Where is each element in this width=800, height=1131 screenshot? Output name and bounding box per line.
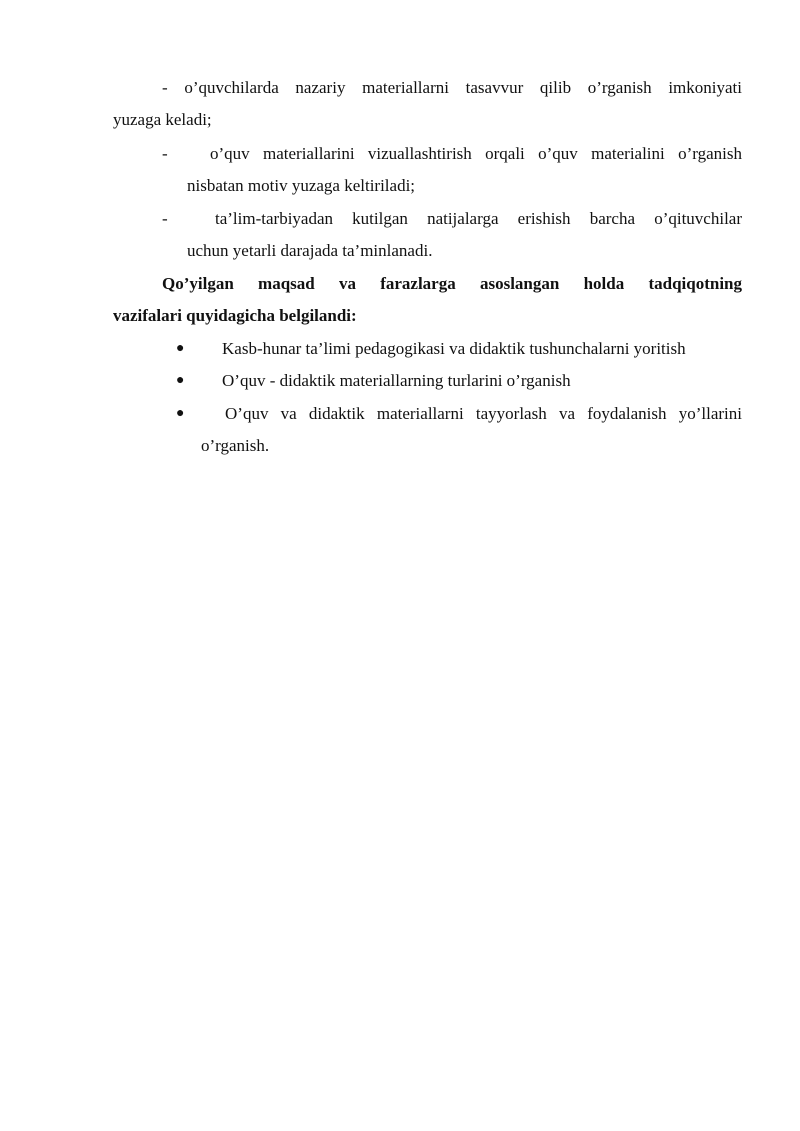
bullet-marker: ●: [176, 373, 185, 388]
list-item-line: ta’lim-tarbiyadan kutilgan natijalarga erishish barcha o’qituvchilar: [215, 209, 742, 228]
section-heading: vazifalari quyidagicha belgilandi:: [113, 306, 357, 325]
list-dash: -: [162, 209, 168, 228]
bullet-marker: ●: [176, 406, 185, 421]
bullet-item: O’quv - didaktik materiallarning turlarini o’rganish: [222, 371, 571, 390]
list-item-line: nisbatan motiv yuzaga keltiriladi;: [187, 176, 416, 195]
list-item-line: o’quv materiallarini vizuallashtirish orqali o’quv materialini o’rganish: [210, 144, 742, 163]
bullet-item: o’rganish.: [201, 436, 270, 455]
list-item-line: uchun yetarli darajada ta’minlanadi.: [187, 241, 433, 260]
section-heading: Qo’yilgan maqsad va farazlarga asoslangan holda tadqiqotning: [162, 274, 742, 293]
paragraph-line: - o’quvchilarda nazariy materiallarni tasavvur qilib o’rganish imkoniyati: [162, 78, 742, 97]
bullet-item: O’quv va didaktik materiallarni tayyorlash va foydalanish yo’llarini: [225, 404, 742, 423]
list-dash: -: [162, 144, 168, 163]
bullet-item: Kasb-hunar ta’limi pedagogikasi va didaktik tushunchalarni yoritish: [222, 339, 686, 358]
paragraph-line: yuzaga keladi;: [113, 110, 212, 129]
bullet-marker: ●: [176, 341, 185, 356]
